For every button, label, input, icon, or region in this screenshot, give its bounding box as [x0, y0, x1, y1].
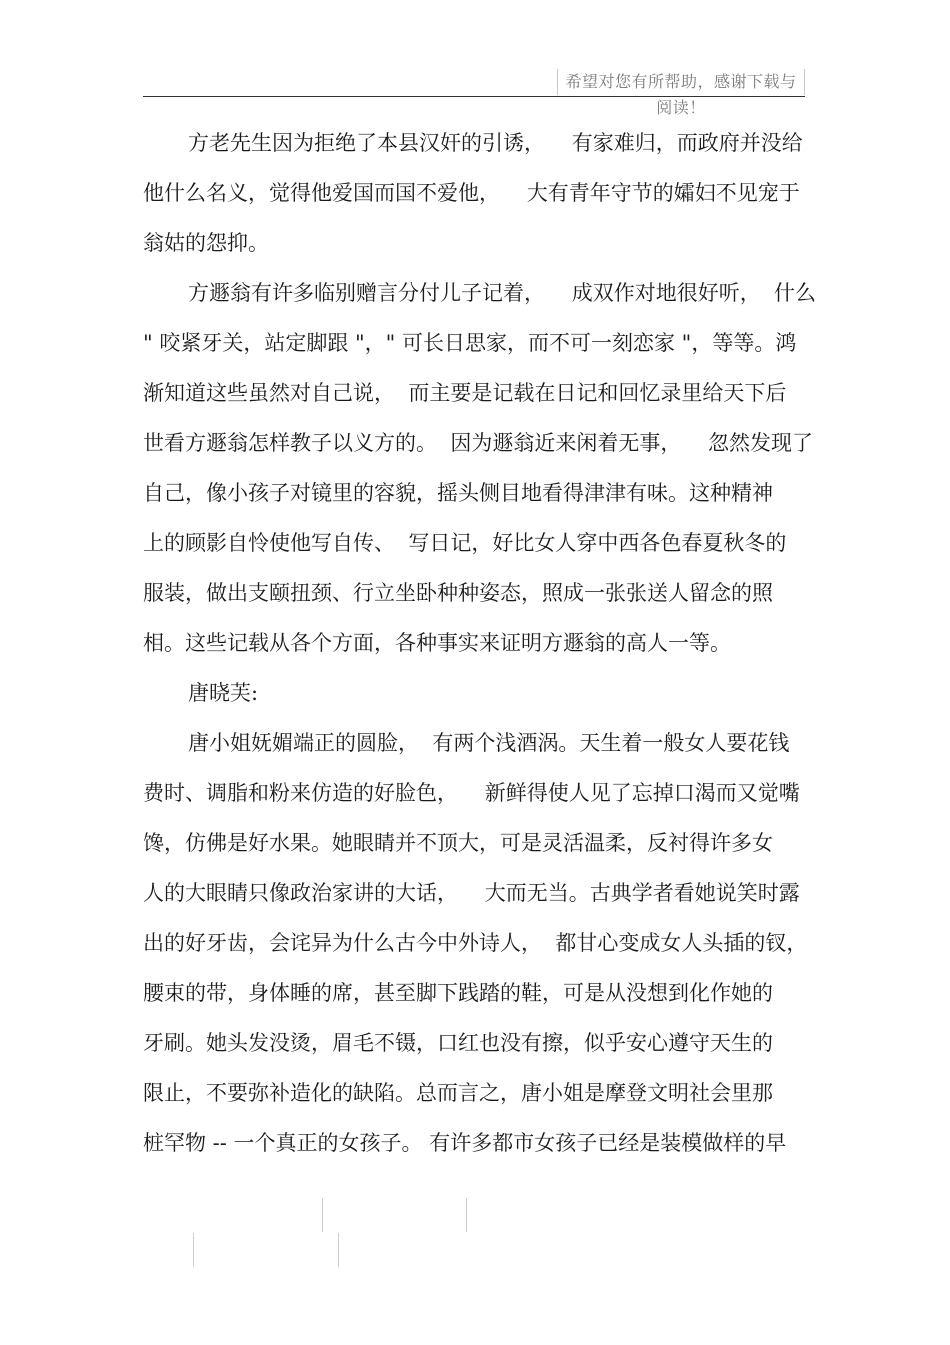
- text-line: 唐小姐妩媚端正的圆脸， 有两个浅酒涡。天生着一般女人要花钱: [188, 731, 790, 755]
- paragraph: [143, 268, 817, 668]
- paragraph: [143, 718, 808, 1168]
- text-line: 馋，仿佛是好水果。她眼睛并不顶大，可是灵活温柔，反衬得许多女: [143, 831, 773, 855]
- header-banner: 希望对您有所帮助，感谢下载与阅读！: [557, 69, 805, 95]
- text-line: 渐知道这些虽然对自己说， 而主要是记载在日记和回忆录里给天下后: [143, 381, 787, 405]
- text-line: 相。这些记载从各个方面，各种事实来证明方遯翁的高人一等。: [143, 631, 731, 655]
- text-line: 出的好牙齿，会诧异为什么古今中外诗人， 都甘心变成女人头插的钗，: [143, 931, 808, 955]
- text-line: 牙刷。她头发没烫，眉毛不镊，口红也没有擦，似乎安心遵守天生的: [143, 1031, 773, 1055]
- header-rule: [143, 96, 805, 97]
- text-line: 自己，像小孩子对镜里的容貌，摇头侧目地看得津津有味。这种精神: [143, 481, 773, 505]
- text-line: 世看方遯翁怎样教子以义方的。 因为遯翁近来闲着无事， 忽然发现了: [143, 431, 814, 455]
- text-line: 服装，做出支颐扭颈、行立坐卧种种姿态，照成一张张送人留念的照: [143, 581, 773, 605]
- footer-mark-line: [193, 1233, 194, 1267]
- footer-mark-line: [338, 1233, 339, 1267]
- text-line: 限止，不要弥补造化的缺陷。总而言之，唐小姐是摩登文明社会里那: [143, 1081, 773, 1105]
- text-line: 人的大眼睛只像政治家讲的大话， 大而无当。古典学者看她说笑时露: [143, 881, 800, 905]
- paragraph: [143, 118, 808, 268]
- text-line: 他什么名义，觉得他爱国而国不爱他， 大有青年守节的孀妇不见宠于: [143, 181, 800, 205]
- text-line: 桩罕物 -- 一个真正的女孩子。 有许多都市女孩子已经是装模做样的早: [143, 1131, 787, 1155]
- text-line: 上的顾影自怜使他写自传、 写日记，好比女人穿中西各色春夏秋冬的: [143, 531, 787, 555]
- text-line: 唐晓芙:: [188, 681, 259, 705]
- text-line: 方老先生因为拒绝了本县汉奸的引诱， 有家难归，而政府并没给: [188, 131, 803, 155]
- paragraph: [143, 668, 808, 718]
- body-text: [143, 118, 817, 1168]
- text-line: 翁姑的怨抑。: [143, 231, 269, 255]
- text-line: 费时、调脂和粉来仿造的好脸色， 新鲜得使人见了忘掉口渴而又觉嘴: [143, 781, 800, 805]
- text-line: " 咬紧牙关，站定脚跟 "，" 可长日思家，而不可一刻恋家 "，等等。鸿: [143, 331, 797, 355]
- text-line: 腰束的带，身体睡的席，甚至脚下践踏的鞋，可是从没想到化作她的: [143, 981, 773, 1005]
- text-line: 方遯翁有许多临别赠言分付儿子记着， 成双作对地很好听， 什么: [188, 281, 817, 305]
- footer-mark-line: [466, 1198, 467, 1232]
- footer-mark-line: [322, 1198, 323, 1232]
